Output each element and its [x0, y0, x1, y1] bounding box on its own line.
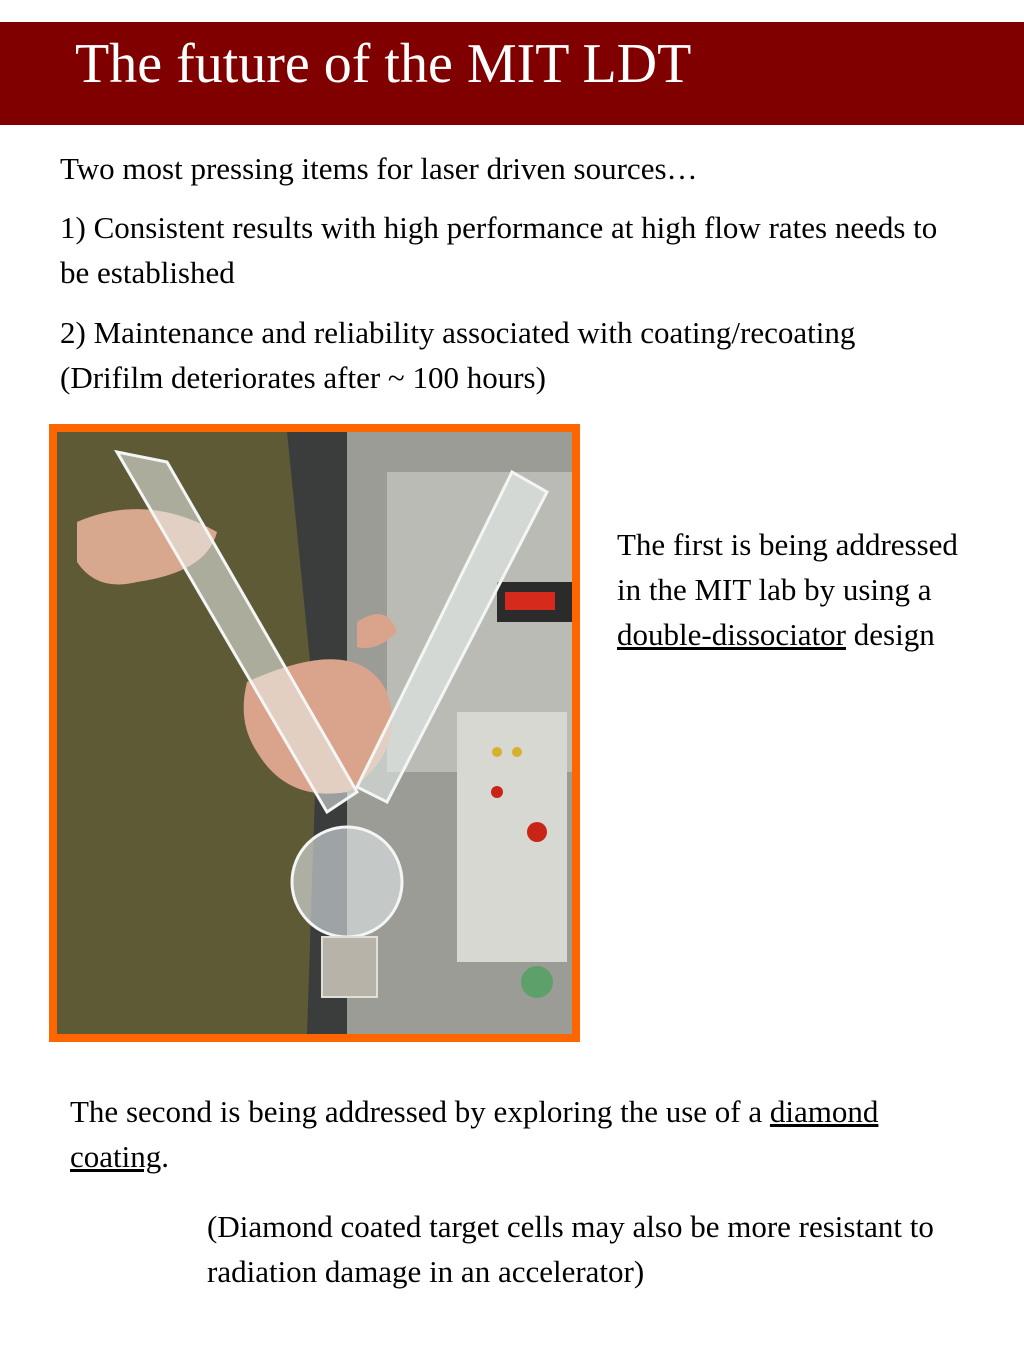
- second-approach-prefix: The second is being addressed by exploring the use of a: [70, 1094, 770, 1129]
- double-dissociator-link: double-dissociator: [617, 617, 847, 652]
- first-approach-prefix: The first is being addressed in the MIT lab by using a: [617, 527, 958, 607]
- first-approach-text: [617, 522, 962, 657]
- item-1-text: 1) Consistent results with high performance at high flow rates needs to be established: [60, 210, 938, 290]
- second-approach-suffix: .: [161, 1139, 169, 1174]
- diamond-note-text: (Diamond coated target cells may also be more resistant to radiation damage in an accelerator): [207, 1209, 934, 1289]
- diamond-coating-link: diamond coating: [70, 1094, 879, 1174]
- item-2-text: 2) Maintenance and reliability associated with coating/recoating (Drifilm deteriorates after ~ 100 hours): [60, 315, 856, 395]
- lab-photo: [49, 424, 580, 1042]
- slide-title: The future of the MIT LDT: [75, 33, 692, 95]
- second-approach-text: [70, 1089, 940, 1179]
- intro-text: Two most pressing items for laser driven sources…: [60, 151, 698, 186]
- photo-glass-dissociator-icon: [57, 432, 572, 1034]
- first-approach-suffix: design: [846, 617, 935, 652]
